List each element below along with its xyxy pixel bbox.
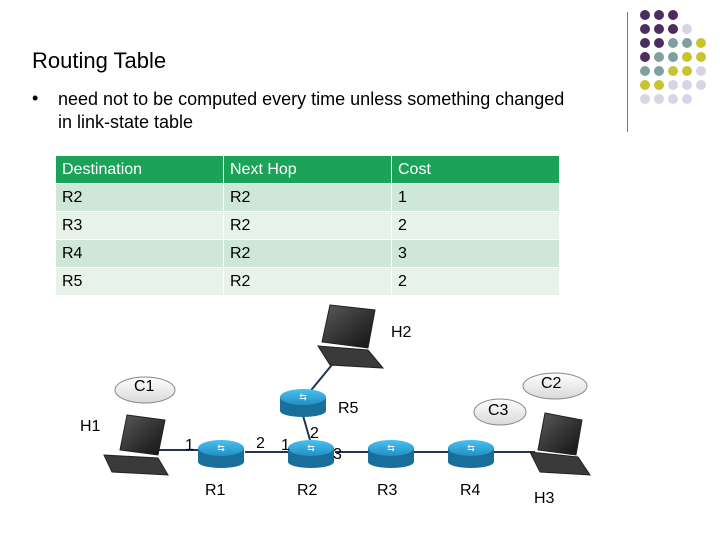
svg-text:⇆: ⇆ — [467, 443, 475, 453]
column-header: Cost — [392, 156, 560, 184]
host-label-h1: H1 — [80, 418, 101, 435]
router-label-r5: R5 — [338, 400, 359, 417]
table-cell: 2 — [392, 212, 560, 240]
link-cost-label: 1 — [185, 437, 194, 454]
column-header: Next Hop — [224, 156, 392, 184]
router-r5-icon — [280, 389, 326, 417]
link-cost-label: 3 — [333, 446, 342, 463]
bullet-marker: • — [32, 88, 39, 108]
table-cell: R2 — [224, 268, 392, 296]
bullet-text: need not to be computed every time unless something changed in link-state table — [58, 89, 565, 132]
laptop-h3-icon — [530, 413, 590, 475]
table-cell: R2 — [224, 212, 392, 240]
table-cell: R3 — [56, 212, 224, 240]
host-label-h3: H3 — [534, 490, 555, 507]
router-r2-icon — [288, 440, 334, 468]
table-cell: R4 — [56, 240, 224, 268]
cloud-label-c3: C3 — [488, 402, 509, 419]
laptop-h2-icon — [318, 305, 383, 368]
column-header: Destination — [56, 156, 224, 184]
table-cell: R5 — [56, 268, 224, 296]
router-label-r3: R3 — [377, 482, 398, 499]
table-cell: R2 — [224, 184, 392, 212]
cloud-label-c1: C1 — [134, 378, 155, 395]
cloud-label-c2: C2 — [541, 375, 562, 392]
svg-text:⇆: ⇆ — [307, 443, 315, 453]
table-cell: 2 — [392, 268, 560, 296]
link-cost-label: 2 — [256, 435, 265, 452]
table-cell: R2 — [56, 184, 224, 212]
link-cost-label: 2 — [310, 425, 319, 442]
svg-text:⇆: ⇆ — [299, 392, 307, 402]
router-label-r2: R2 — [297, 482, 318, 499]
table-cell: 1 — [392, 184, 560, 212]
table-cell: 3 — [392, 240, 560, 268]
host-label-h2: H2 — [391, 324, 412, 341]
svg-text:⇆: ⇆ — [217, 443, 225, 453]
link-cost-label: 1 — [281, 437, 290, 454]
router-r3-icon — [368, 440, 414, 468]
router-r1-icon — [198, 440, 244, 468]
laptop-h1-icon — [104, 415, 168, 475]
router-r4-icon — [448, 440, 494, 468]
slide-title: Routing Table — [32, 48, 167, 73]
table-cell: R2 — [224, 240, 392, 268]
svg-text:⇆: ⇆ — [387, 443, 395, 453]
router-label-r1: R1 — [205, 482, 226, 499]
router-label-r4: R4 — [460, 482, 481, 499]
